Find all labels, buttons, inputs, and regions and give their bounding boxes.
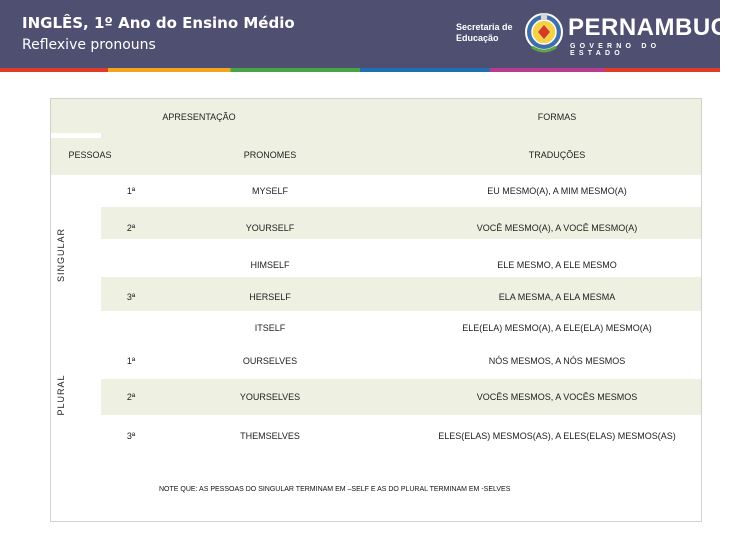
person-cell: 2ª — [126, 223, 136, 233]
pernambuco-coat-of-arms-icon — [524, 11, 564, 57]
person-cell: 1ª — [126, 186, 136, 196]
band-gap — [51, 133, 101, 138]
pronoun-cell: YOURSELVES — [239, 392, 301, 402]
person-cell: 1ª — [126, 356, 136, 366]
translation-cell: NÓS MESMOS, A NÓS MESMOS — [488, 356, 626, 366]
pronoun-cell: HIMSELF — [250, 260, 290, 270]
col-header-pronomes: PRONOMES — [243, 150, 297, 160]
col-header-pessoas: PESSOAS — [68, 150, 112, 160]
pronoun-cell: OURSELVES — [242, 356, 298, 366]
state-logo-text: PERNAMBUCO — [568, 14, 748, 41]
col-header-traducoes: TRADUÇÕES — [528, 150, 586, 160]
translation-cell: ELE MESMO, A ELE MESMO — [497, 260, 617, 270]
person-cell: 3ª — [126, 431, 136, 441]
pronoun-table — [50, 98, 702, 522]
pronoun-cell: THEMSELVES — [240, 431, 300, 441]
header-color-stripe — [0, 68, 720, 72]
pronoun-cell: ITSELF — [254, 323, 286, 333]
header-band-1 — [51, 99, 701, 133]
singular-label: SINGULAR — [56, 227, 66, 283]
page-subtitle: Reflexive pronouns — [22, 37, 156, 53]
translation-cell: ELA MESMA, A ELA MESMA — [498, 292, 616, 302]
page-title: INGLÊS, 1º Ano do Ensino Médio — [22, 14, 295, 32]
person-cell: 2ª — [126, 392, 136, 402]
state-logo-subtext: GOVERNO DO ESTADO — [570, 43, 661, 57]
table-note: NOTE QUE: AS PESSOAS DO SINGULAR TERMINAM EM –SELF E AS DO PLURAL TERMINAM EM -SELVES — [159, 486, 511, 493]
pronoun-cell: MYSELF — [251, 186, 289, 196]
translation-cell: ELES(ELAS) MESMOS(AS), A ELES(ELAS) MESMOS(AS) — [438, 431, 676, 441]
header-apresentacao: APRESENTAÇÃO — [162, 112, 236, 122]
secretaria-label: Secretaria de Educação — [456, 22, 513, 43]
translation-cell: EU MESMO(A), A MIM MESMO(A) — [487, 186, 627, 196]
translation-cell: VOCÊS MESMOS, A VOCÊS MESMOS — [476, 392, 638, 402]
header-band-2 — [51, 133, 701, 175]
plural-label: PLURAL — [56, 374, 66, 416]
translation-cell: ELE(ELA) MESMO(A), A ELE(ELA) MESMO(A) — [462, 323, 652, 333]
translation-cell: VOCÊ MESMO(A), A VOCÊ MESMO(A) — [476, 223, 638, 233]
header-formas: FORMAS — [537, 112, 577, 122]
pronoun-cell: HERSELF — [249, 292, 291, 302]
header-bar — [0, 0, 748, 68]
pronoun-cell: YOURSELF — [245, 223, 295, 233]
person-cell: 3ª — [126, 292, 136, 302]
